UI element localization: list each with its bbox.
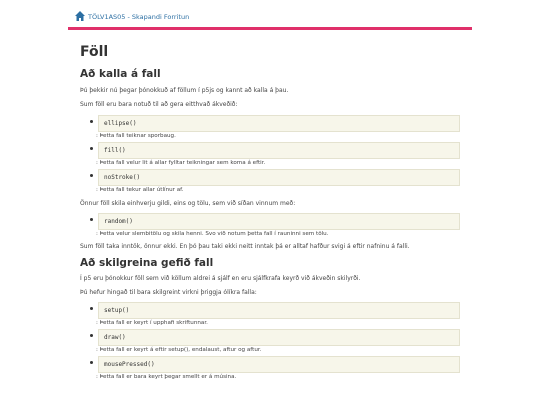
paragraph: Þú hefur hingað til bara skilgreint virkni þriggja ólíkra falla: [80,289,257,296]
brand-link[interactable]: TÖLV1AS05 - Skapandi Forritun [88,13,190,21]
list-item [80,115,460,140]
list-item [80,356,460,381]
header-accent-bar [68,27,472,30]
paragraph: Þú þekkir nú þegar þónokkuð af föllum í p5js og kannt að kalla á þau. [80,87,289,94]
code-snippet: fill() [98,142,460,159]
bullet [90,174,93,177]
home-icon[interactable] [74,10,86,22]
list-item [80,302,460,327]
bullet [90,307,93,310]
bullet [90,120,93,123]
code-snippet: setup() [98,302,460,319]
code-snippet: random() [98,213,460,230]
section-heading-calling: Að kalla á fall [80,68,161,80]
bullet [90,334,93,337]
paragraph: Önnur föll skila einhverju gildi, eins og tölu, sem við síðan vinnum með: [80,200,296,207]
paragraph: Sum föll eru bara notuð til að gera eitthvað ákveðið: [80,101,238,108]
code-snippet: noStroke() [98,169,460,186]
bullet [90,361,93,364]
list-item [80,169,460,194]
section-heading-defining: Að skilgreina gefið fall [80,257,214,269]
paragraph: Sum föll taka inntök, önnur ekki. En þó þau taki ekki neitt inntak þá er alltaf hafður svigi á eftir nafninu á falli. [80,243,410,250]
item-description: : Þetta fall tekur allar útlínur af. [96,187,184,193]
code-snippet: ellipse() [98,115,460,132]
item-description: : Þetta fall er keyrt á eftir setup(), endalaust, aftur og aftur. [96,347,262,353]
item-description: : Þetta velur slembitölu og skila henni. Svo við notum þetta fall í rauninni sem tölu. [96,231,329,237]
list-item [80,329,460,354]
list-item [80,213,460,238]
bullet [90,218,93,221]
item-description: : Þetta fall er bara keyrt þegar smellt er á músina. [96,374,237,380]
list-item [80,142,460,167]
bullet [90,147,93,150]
page-title: Föll [80,44,109,60]
code-snippet: draw() [98,329,460,346]
paragraph: Í p5 eru þónokkur föll sem við köllum aldrei á sjálf en eru sjálfkrafa keyrð við ákveðin skilyrði. [80,275,361,282]
code-snippet: mousePressed() [98,356,460,373]
top-navbar [68,8,472,28]
item-description: : Þetta fall er keyrt í upphafi skriftunnar. [96,320,208,326]
item-description: : Þetta fall velur lit á allar fylltar teikningar sem koma á eftir. [96,160,266,166]
item-description: : Þetta fall teiknar sporbaug. [96,133,176,139]
main-content [80,44,460,381]
